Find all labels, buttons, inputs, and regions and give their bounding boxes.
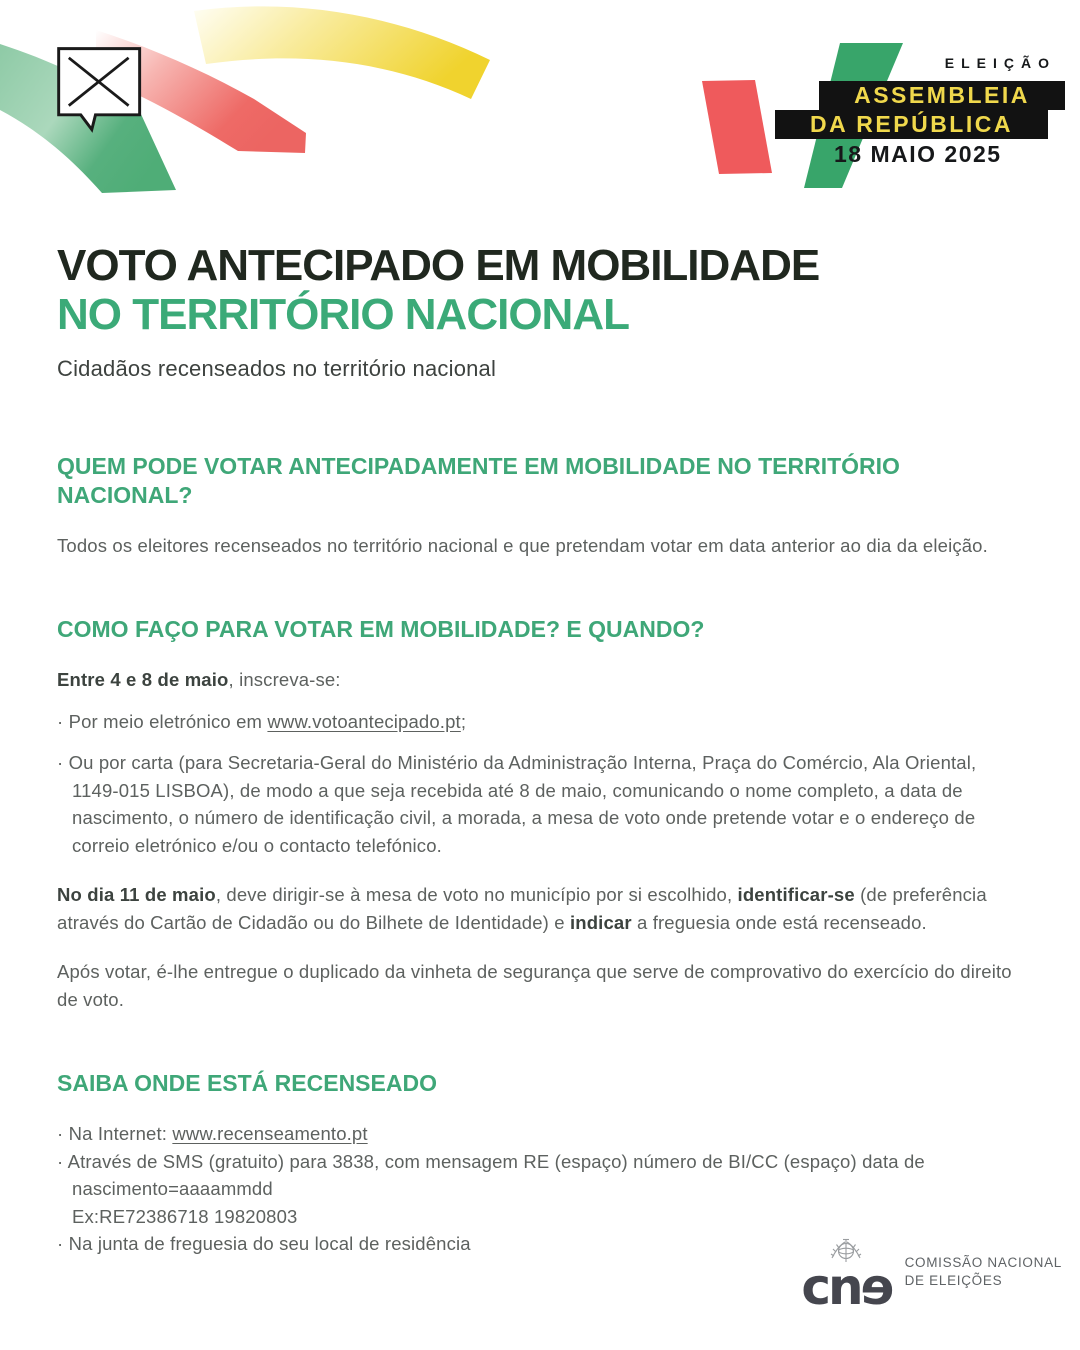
- text-run: Todos os eleitores recenseados no território nacional e que pretendam votar em data anterior ao dia da eleição.: [57, 534, 988, 556]
- text-run: (de preferência através do Cartão de Cidadão ou do Bilhete de Identidade) e: [57, 884, 987, 933]
- page-title: [57, 0, 1023, 340]
- text-run: Entre 4 e 8 de maio: [57, 669, 229, 691]
- text-run: , deve dirigir-se à mesa de voto no município por si escolhido,: [215, 884, 738, 906]
- paragraph: [57, 532, 1023, 560]
- text-run: Ex:RE72386718 19820803: [72, 1205, 298, 1227]
- paragraph: [57, 666, 1023, 694]
- text-run: · Na Internet:: [57, 1123, 173, 1145]
- text-run: · Através de SMS (gratuito) para 3838, com mensagem RE (espaço) número de BI/CC (espaço) data de nascimento=aaaammdd: [57, 1150, 925, 1200]
- election-banner-line2: DA REPÚBLICA: [775, 110, 1048, 139]
- section-heading-quem-pode-votar: QUEM PODE VOTAR ANTECIPADAMENTE EM MOBILIDADE NO TERRITÓRIO NACIONAL?: [57, 452, 900, 508]
- text-run: · Na junta de freguesia do seu local de residência: [57, 1233, 471, 1255]
- paragraph: [57, 881, 1023, 936]
- cne-logo: [801, 1236, 1062, 1316]
- text-run: Após votar, é-lhe entregue o duplicado da vinheta de segurança que serve de comprovativo do exercício do direito de voto.: [57, 961, 1012, 1010]
- org-name: [905, 1254, 1062, 1290]
- paragraph: [57, 958, 1023, 1013]
- election-banner-line1: ASSEMBLEIA: [819, 81, 1065, 110]
- bullet-item: [57, 708, 1023, 736]
- page-title-line2: NO TERRITÓRIO NACIONAL: [57, 290, 629, 340]
- text-run: indicar: [569, 911, 632, 933]
- text-run: · Por meio eletrónico em: [57, 710, 268, 732]
- org-name-line2: DE ELEIÇÕES: [904, 1272, 1003, 1288]
- text-run: No dia 11 de maio: [57, 884, 216, 906]
- text-run: , inscreva-se:: [228, 669, 341, 691]
- main-content: [57, 0, 1023, 1258]
- page-subtitle: Cidadãos recenseados no território nacional: [57, 355, 497, 381]
- bullet-item: [57, 749, 1023, 859]
- text-run: ;: [460, 710, 467, 732]
- text-run: identificar-se: [737, 884, 855, 906]
- link-text[interactable]: www.votoantecipado.pt: [267, 710, 461, 732]
- bullet-item: [57, 1120, 1023, 1148]
- election-date: 18 MAIO 2025: [834, 141, 1002, 167]
- example-line: [57, 1203, 1023, 1231]
- link-text[interactable]: www.recenseamento.pt: [172, 1123, 368, 1145]
- election-eyebrow: ELEIÇÃO: [944, 55, 1056, 71]
- org-name-line1: COMISSÃO NACIONAL: [904, 1254, 1062, 1270]
- bullet-item: [57, 1148, 1023, 1203]
- cne-wordmark: cnɘ: [801, 1258, 892, 1316]
- text-run: a freguesia onde está recenseado.: [631, 911, 927, 933]
- section-heading-como-faco: COMO FAÇO PARA VOTAR EM MOBILIDADE? E QUANDO?: [57, 616, 705, 643]
- section-heading-saiba-onde: SAIBA ONDE ESTÁ RECENSEADO: [57, 1070, 437, 1097]
- text-run: · Ou por carta (para Secretaria-Geral do Ministério da Administração Interna, Praça do Comércio, Ala Oriental, 1149-015 LISBOA), de modo a que seja recebida até 8 de maio, comunicando o nome completo, a data de nascimento, o número de identificação civil, a morada, a mesa de voto onde pretende votar e o endereço de correio eletrónico e/ou o contacto telefónico.: [57, 752, 977, 856]
- page-title-line1: VOTO ANTECIPADO EM MOBILIDADE: [57, 241, 820, 290]
